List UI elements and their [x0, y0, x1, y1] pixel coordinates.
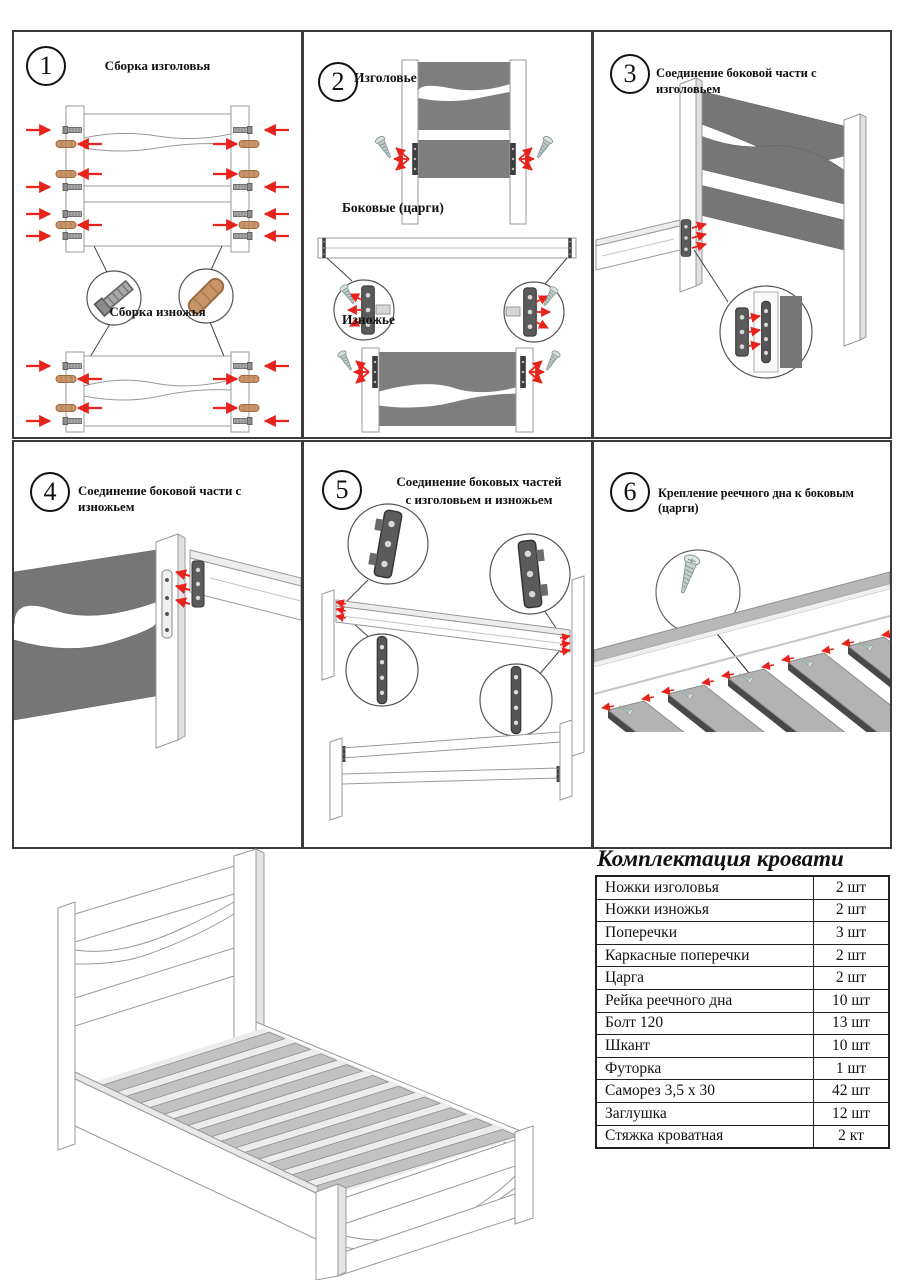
assembled-bed-illustration [18, 848, 583, 1280]
part-name: Футорка [605, 1059, 662, 1077]
panel5-title-line2: с изголовьем и изножьем [405, 492, 553, 507]
part-qty: 10 шт [813, 1035, 888, 1057]
panel2-label-headboard: Изголовье [354, 70, 417, 85]
parts-list [595, 846, 890, 1149]
parts-table-title: Комплектация кровати [597, 846, 844, 871]
table-row [597, 1125, 888, 1148]
panel2-label-footboard: Изножье [342, 312, 396, 327]
slats [608, 637, 890, 813]
panel1-title-headboard: Сборка изголовья [104, 58, 211, 73]
step-number: 4 [43, 477, 57, 506]
part-qty: 2 шт [813, 945, 888, 967]
table-row [597, 1012, 888, 1035]
part-name: Каркасные поперечки [605, 946, 750, 964]
panel5-title-line1: Соединение боковых частей [396, 474, 562, 489]
part-name: Царга [605, 969, 645, 987]
panel2-label-side-rails: Боковые (царги) [342, 200, 444, 215]
table-row [597, 989, 888, 1012]
step-number: 6 [623, 477, 637, 506]
step-panel-1 [12, 30, 303, 439]
table-row [597, 1034, 888, 1057]
panel3-title: Соединение боковой части с изголовьем [656, 66, 817, 96]
part-name: Стяжка кроватная [605, 1127, 724, 1145]
part-name: Рейка реечного дна [605, 991, 733, 1009]
step-number: 1 [39, 51, 53, 80]
step-panel-3 [592, 30, 892, 439]
step-panel-2 [302, 30, 593, 439]
panel1-title-footboard: Сборка изножья [109, 304, 206, 319]
step-panel-6 [592, 440, 892, 849]
part-name: Ножки изножья [605, 901, 709, 919]
part-name: Заглушка [605, 1104, 667, 1122]
step-number-badge [30, 472, 70, 512]
table-row [597, 877, 888, 899]
table-row [597, 1057, 888, 1080]
parts-table [595, 875, 890, 1149]
part-qty: 10 шт [813, 990, 888, 1012]
part-qty: 1 шт [813, 1058, 888, 1080]
part-qty: 2 шт [813, 967, 888, 989]
part-qty: 42 шт [813, 1080, 888, 1102]
part-name: Болт 120 [605, 1014, 664, 1032]
step-number-badge [322, 470, 362, 510]
table-row [597, 944, 888, 967]
post-strip [162, 570, 172, 638]
table-row [597, 1079, 888, 1102]
part-name: Шкант [605, 1036, 650, 1054]
step-number: 5 [335, 475, 349, 504]
part-name: Саморез 3,5 х 30 [605, 1082, 715, 1100]
part-qty: 13 шт [813, 1013, 888, 1035]
table-row [597, 966, 888, 989]
table-row [597, 1102, 888, 1125]
step-number-badge [318, 62, 358, 102]
panel6-title: Крепление реечного дна к боковым (царги) [658, 486, 854, 516]
table-row [597, 899, 888, 922]
step-panel-5 [302, 440, 593, 849]
step-panel-4 [12, 440, 303, 849]
step-number: 2 [331, 67, 345, 96]
part-qty: 2 шт [813, 900, 888, 922]
part-qty: 2 кт [813, 1126, 888, 1148]
part-name: Ножки изголовья [605, 878, 719, 896]
part-qty: 3 шт [813, 922, 888, 944]
part-name: Поперечки [605, 923, 677, 941]
panel4-title: Соединение боковой части с изножьем [78, 484, 242, 514]
part-qty: 2 шт [813, 877, 888, 899]
step-1-illustration [14, 32, 301, 437]
step-number-badge [610, 472, 650, 512]
table-row [597, 921, 888, 944]
part-qty: 12 шт [813, 1103, 888, 1125]
step-number: 3 [623, 59, 637, 88]
step-number-badge [610, 54, 650, 94]
